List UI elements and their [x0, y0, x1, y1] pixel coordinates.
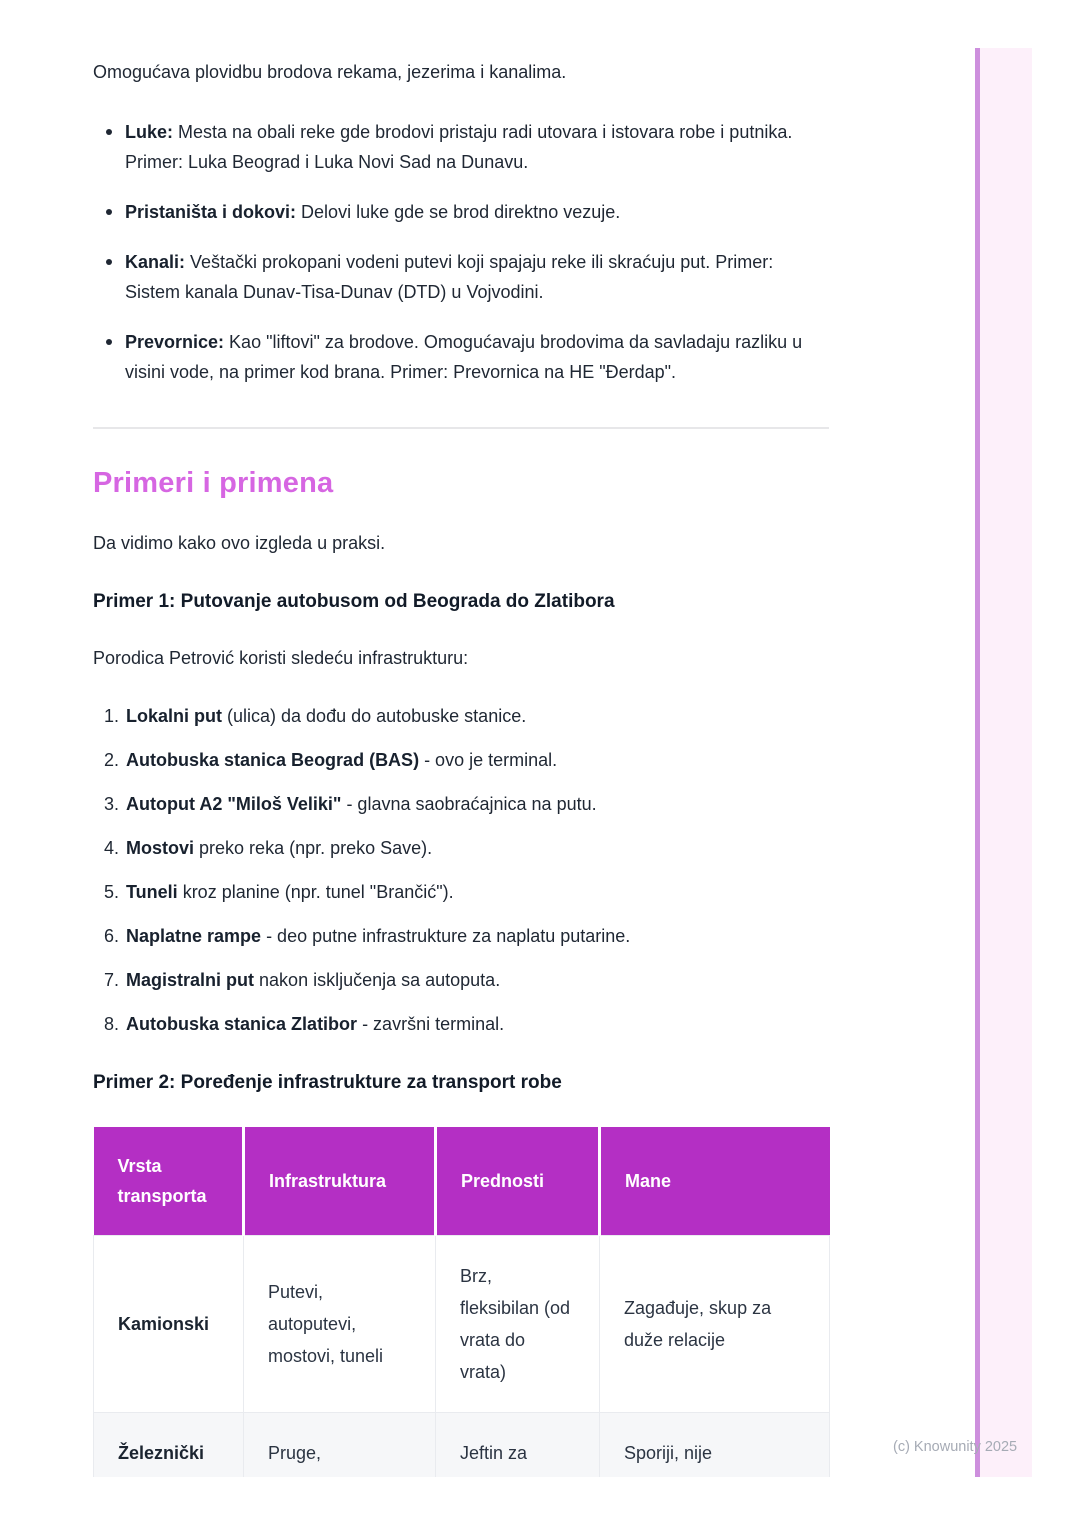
numbered-item-body: preko reka (npr. preko Save). [194, 838, 433, 858]
table-header-cell: Mane [600, 1127, 830, 1236]
section-divider [93, 427, 829, 429]
comparison-table-wrap [93, 1127, 829, 1477]
numbered-item [93, 877, 829, 907]
table-cell: Železnički [94, 1413, 244, 1478]
list-item-body: Kao "liftovi" za brodove. Omogućavaju brodovima da savladaju razliku u visini vode, na primer kod brana. Primer: Prevornica na HE "Đerdap". [125, 332, 803, 382]
numbered-item-term: Tuneli [126, 882, 178, 902]
table-cell: Putevi, autoputevi, mostovi, tuneli [244, 1236, 436, 1413]
numbered-item-index: 7. [104, 970, 120, 990]
numbered-item-text [126, 701, 829, 731]
numbered-item [93, 921, 829, 951]
numbered-item-index: 6. [104, 926, 120, 946]
document-content [93, 0, 829, 1477]
example1-heading: Primer 1: Putovanje autobusom od Beograda do Zlatibora [93, 591, 615, 612]
numbered-item-body: - ovo je terminal. [419, 750, 558, 770]
list-item [93, 247, 829, 307]
numbered-item-index: 2. [104, 750, 120, 770]
list-item-body: Mesta na obali reke gde brodovi pristaju radi utovara i istovara robe i putnika. Primer: Luka Beograd i Luka Novi Sad na Dunavu. [125, 122, 793, 172]
numbered-item [93, 1009, 829, 1039]
table-row [94, 1413, 830, 1478]
table-cell: Kamionski [94, 1236, 244, 1413]
table-header-cell: Vrsta transporta [94, 1127, 244, 1236]
numbered-item-index: 3. [104, 794, 120, 814]
numbered-list [93, 701, 829, 1039]
numbered-item-term: Mostovi [126, 838, 195, 858]
table-header-cell: Prednosti [436, 1127, 600, 1236]
numbered-item-text [126, 1009, 829, 1039]
list-item-text [125, 247, 829, 307]
table-cell: Brz, fleksibilan (od vrata do vrata) [436, 1236, 600, 1413]
list-item-term: Kanali: [125, 252, 186, 272]
example1-intro: Porodica Petrović koristi sledeću infrastrukturu: [93, 648, 469, 668]
table-cell: Pruge, [244, 1413, 436, 1478]
numbered-item-index: 5. [104, 882, 120, 902]
section-heading: Primeri i primena [93, 467, 334, 499]
numbered-item-text [126, 877, 829, 907]
list-item-text [125, 117, 829, 177]
numbered-item-term: Autoput A2 "Miloš Veliki" [126, 794, 342, 814]
numbered-item-body: - završni terminal. [357, 1014, 505, 1034]
numbered-item-term: Autobuska stanica Beograd (BAS) [126, 750, 420, 770]
numbered-item-index: 1. [104, 706, 120, 726]
bullet-list [93, 117, 829, 387]
numbered-item-body: nakon isključenja sa autoputa. [254, 970, 501, 990]
numbered-item-term: Autobuska stanica Zlatibor [126, 1014, 358, 1034]
numbered-item-text [126, 965, 829, 995]
list-item [93, 327, 829, 387]
page-scroll-indicator[interactable] [975, 48, 1032, 1477]
list-item-text [125, 197, 829, 227]
numbered-item-text [126, 921, 829, 951]
table-cell: Sporiji, nije [600, 1413, 830, 1478]
list-item-term: Luke: [125, 122, 174, 142]
bullet-icon [106, 209, 112, 215]
bullet-icon [106, 259, 112, 265]
list-item-body: Veštački prokopani vodeni putevi koji spajaju reke ili skraćuju put. Primer: Sistem kanala Dunav-Tisa-Dunav (DTD) u Vojvodini. [125, 252, 774, 302]
list-item [93, 197, 829, 227]
numbered-item-body: - glavna saobraćajnica na putu. [341, 794, 597, 814]
numbered-item-body: - deo putne infrastrukture za naplatu putarine. [261, 926, 631, 946]
table-header-cell: Infrastruktura [244, 1127, 436, 1236]
numbered-item [93, 745, 829, 775]
list-item-text [125, 327, 829, 387]
list-item-term: Prevornice: [125, 332, 225, 352]
numbered-item-term: Naplatne rampe [126, 926, 262, 946]
numbered-item-term: Magistralni put [126, 970, 255, 990]
numbered-item-body: kroz planine (npr. tunel "Brančić"). [177, 882, 454, 902]
numbered-item-index: 4. [104, 838, 120, 858]
watermark: (c) Knowunity 2025 [893, 1439, 1018, 1455]
table-row [94, 1236, 830, 1413]
numbered-item [93, 833, 829, 863]
list-item-term: Pristaništa i dokovi: [125, 202, 297, 222]
numbered-item-body: (ulica) da dođu do autobuske stanice. [222, 706, 527, 726]
list-item [93, 117, 829, 177]
numbered-item-text [126, 745, 829, 775]
numbered-item-term: Lokalni put [126, 706, 223, 726]
numbered-item [93, 789, 829, 819]
bullet-icon [106, 129, 112, 135]
intro-paragraph: Omogućava plovidbu brodova rekama, jezerima i kanalima. [93, 62, 567, 82]
bullet-icon [106, 339, 112, 345]
table-cell: Jeftin za [436, 1413, 600, 1478]
comparison-table [93, 1127, 830, 1477]
table-cell: Zagađuje, skup za duže relacije [600, 1236, 830, 1413]
example2-heading: Primer 2: Poređenje infrastrukture za transport robe [93, 1072, 562, 1093]
numbered-item-index: 8. [104, 1014, 120, 1034]
numbered-item-text [126, 789, 829, 819]
numbered-item [93, 965, 829, 995]
numbered-item [93, 701, 829, 731]
list-item-body: Delovi luke gde se brod direktno vezuje. [296, 202, 621, 222]
table-header-row [94, 1127, 830, 1236]
numbered-item-text [126, 833, 829, 863]
section-intro: Da vidimo kako ovo izgleda u praksi. [93, 533, 386, 553]
